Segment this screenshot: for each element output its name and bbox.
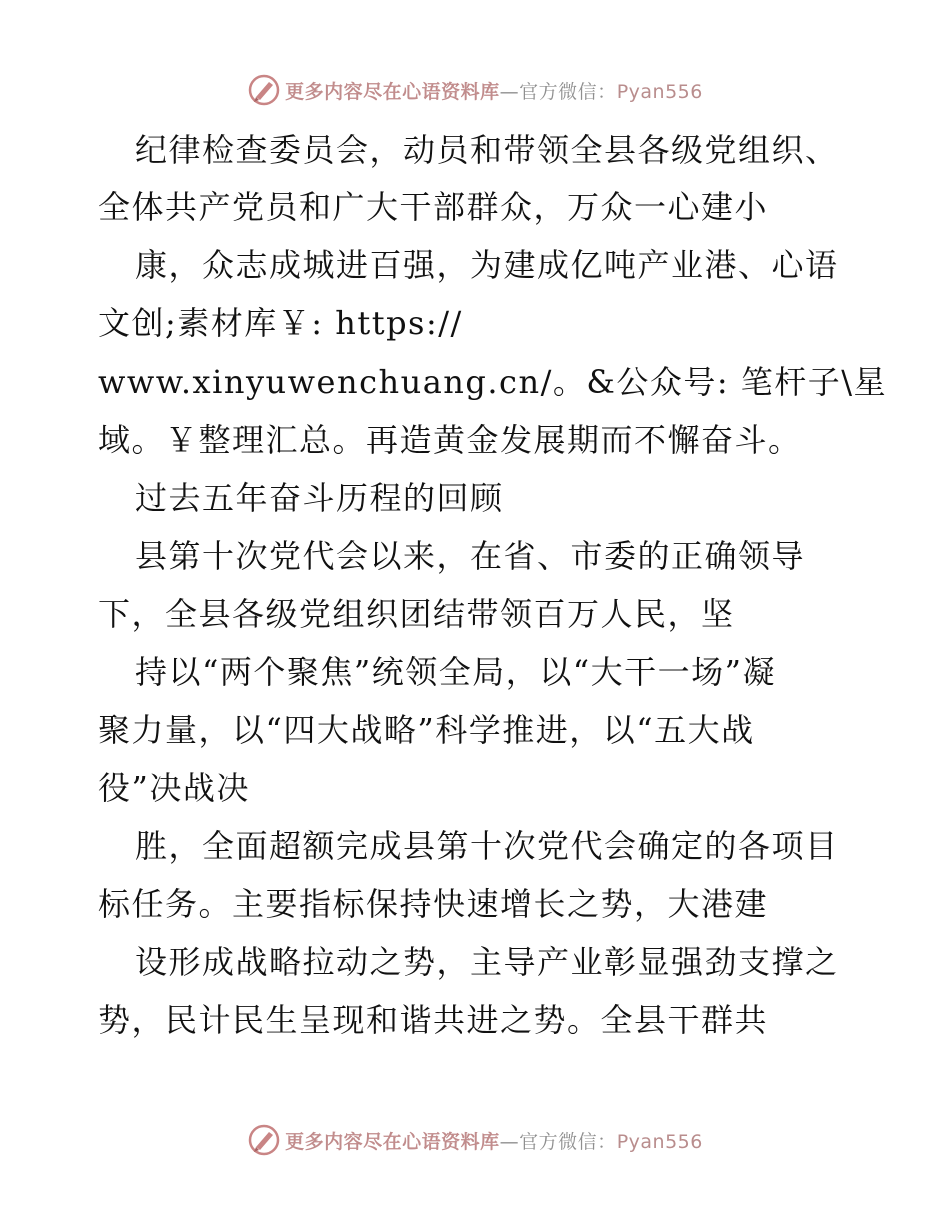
body-line: 纪律检查委员会，动员和带领全县各级党组织、 [135, 131, 839, 169]
body-line: 文创;素材库￥: https:// [98, 304, 463, 342]
body-line: 康，众志成城进百强，为建成亿吨产业港、心语 [135, 246, 839, 284]
footer-watermark [0, 1120, 950, 1160]
body-line: 胜，全面超额完成县第十次党代会确定的各项目 [135, 827, 839, 865]
body-line: www.xinyuwenchuang.cn/。&公众号: 笔杆子\星 [98, 363, 888, 401]
body-line: 域。￥整理汇总。再造黄金发展期而不懈奋斗。 [98, 421, 802, 459]
section-heading: 过去五年奋斗历程的回顾 [135, 479, 504, 517]
body-line: 持以“两个聚焦”统领全局，以“大干一场”凝 [135, 653, 776, 691]
body-line: 全体共产党员和广大干部群众，万众一心建小 [98, 188, 769, 226]
body-line: 下，全县各级党组织团结带领百万人民，坚 [98, 595, 735, 633]
body-line: 县第十次党代会以来，在省、市委的正确领导 [135, 537, 806, 575]
watermark-text: 更多内容尽在心语资料库—官方微信：Pyan556 [285, 1130, 703, 1153]
body-line: 标任务。主要指标保持快速增长之势，大港建 [98, 885, 769, 923]
body-line: 聚力量，以“四大战略”科学推进，以“五大战 [98, 711, 755, 749]
body-line: 势，民计民生呈现和谐共进之势。全县干群共 [98, 1001, 769, 1039]
body-line: 役”决战决 [98, 769, 250, 807]
pen-logo-icon [247, 1123, 281, 1157]
body-line: 设形成战略拉动之势，主导产业彰显强劲支撑之 [135, 943, 839, 981]
watermark-text: 更多内容尽在心语资料库—官方微信：Pyan556 [285, 80, 703, 103]
header-watermark [0, 70, 950, 110]
pen-logo-icon [247, 73, 281, 107]
